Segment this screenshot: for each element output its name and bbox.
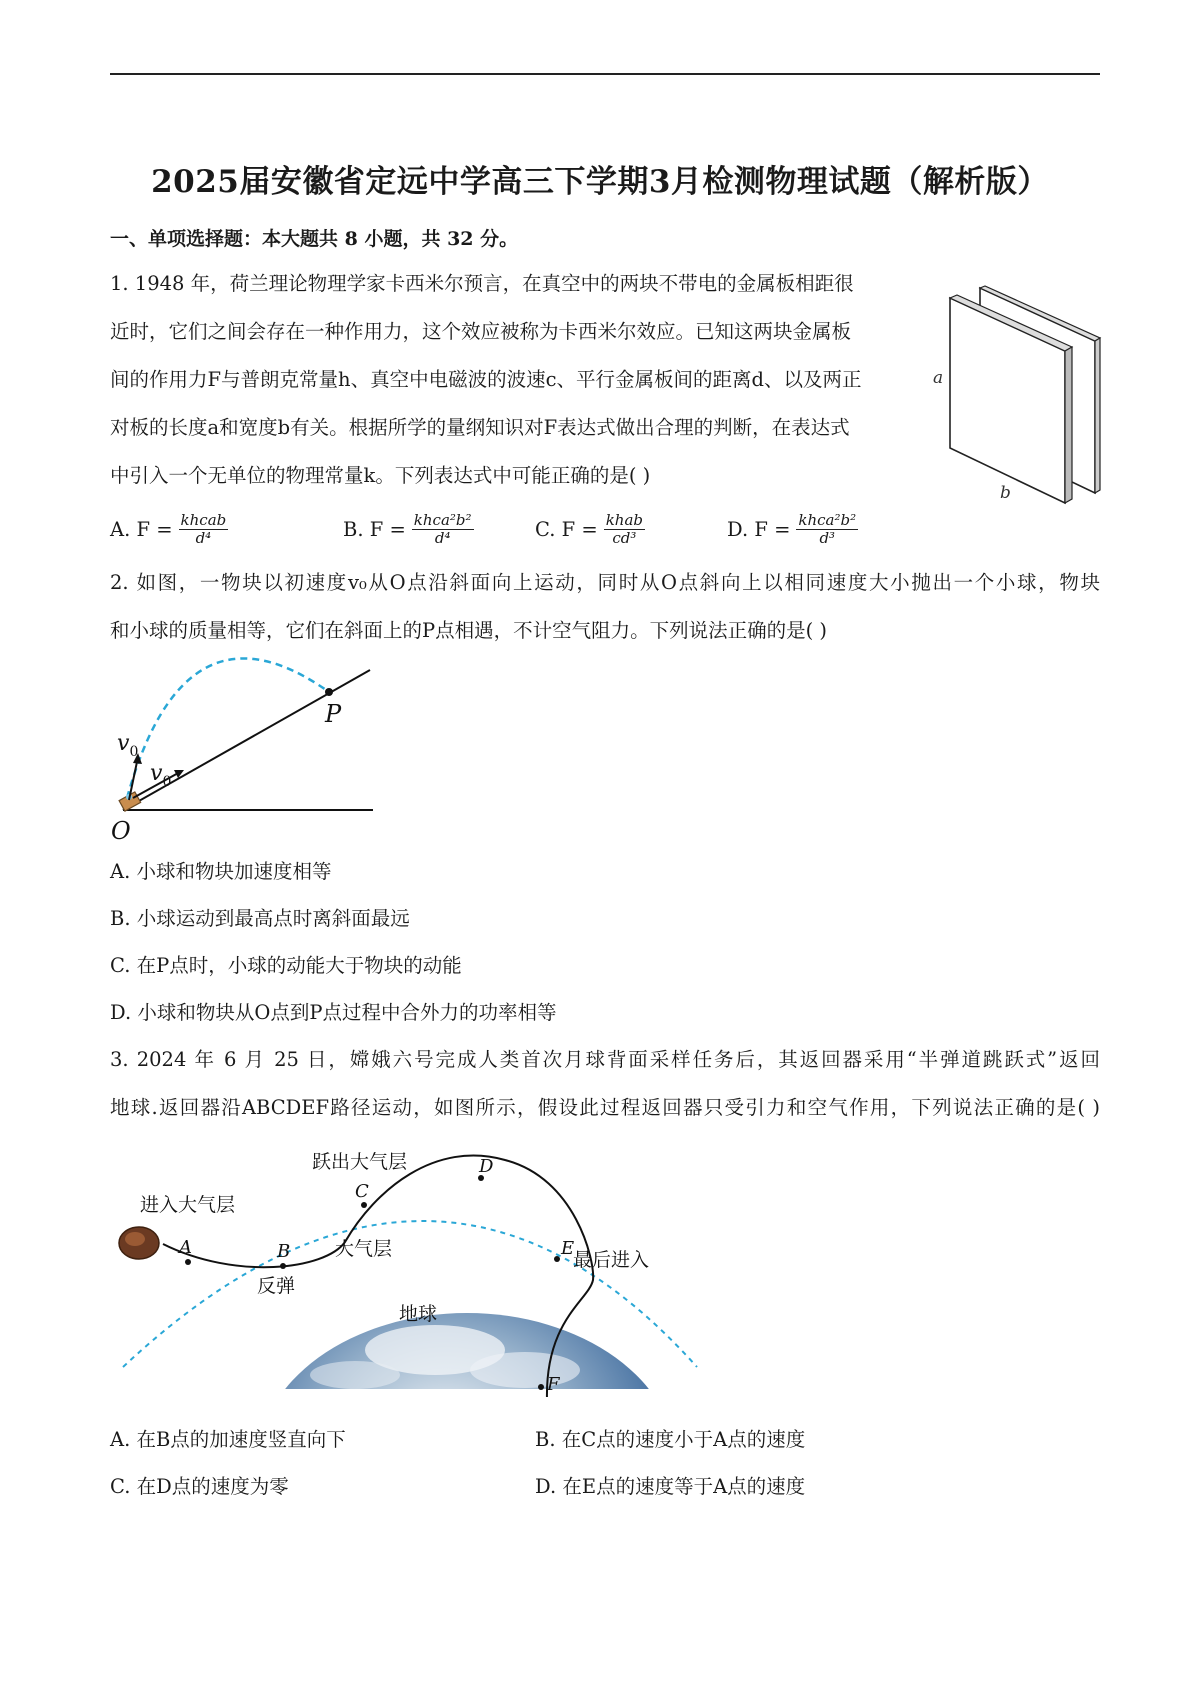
q1-option-a-label: A. F = xyxy=(110,518,173,541)
label-o: O xyxy=(111,817,131,845)
q1-option-d-fraction: $\frac{\text{khca²b²}}{\text{d³}}$ xyxy=(798,511,857,547)
q3-line-1: 3. 2024 年 6 月 25 日，嫦娥六号完成人类首次月球背面采样任务后，其返回器采用“半弹道跳跃式”返回 xyxy=(110,1048,1100,1071)
label-f: F xyxy=(547,1374,560,1395)
label-atmosphere: 大气层 xyxy=(335,1238,393,1260)
cloud-2 xyxy=(470,1352,580,1388)
cloud-3 xyxy=(310,1361,400,1389)
label-d: D xyxy=(479,1156,494,1177)
q2-line-2: 和小球的质量相等，它们在斜面上的P点相遇，不计空气阻力。下列说法正确的是( ) xyxy=(110,619,828,642)
q1-option-d[interactable] xyxy=(727,512,858,547)
back-plate-side-edge xyxy=(1095,338,1100,493)
q3-option-d[interactable]: D. 在E点的速度等于A点的速度 xyxy=(535,1475,806,1498)
q2-line-1: 2. 如图，一物块以初速度v₀从O点沿斜面向上运动，同时从O点斜向上以相同速度大小抛出一个小球，物块 xyxy=(110,571,1100,594)
label-e: E xyxy=(561,1238,575,1259)
q2-incline-figure xyxy=(105,650,385,850)
label-b: B xyxy=(277,1241,291,1262)
q3-line-2: 地球.返回器沿ABCDEF路径运动，如图所示，假设此过程返回器只受引力和空气作用，下列说法正确的是( ) xyxy=(110,1096,1100,1119)
q1-option-b-fraction: $\frac{\text{khca²b²}}{\text{d⁴}}$ xyxy=(413,511,472,547)
incline-line xyxy=(123,670,370,810)
header-rule xyxy=(110,73,1100,75)
point-a xyxy=(185,1259,191,1265)
point-p xyxy=(325,688,333,696)
label-v0-block: $v_0$ xyxy=(150,761,172,790)
q2-option-d[interactable]: D. 小球和物块从O点到P点过程中合外力的功率相等 xyxy=(110,1001,557,1024)
q1-option-a-fraction: $\frac{\text{khcab}}{\text{d⁴}}$ xyxy=(180,511,227,547)
q1-option-b[interactable] xyxy=(343,512,474,547)
point-b xyxy=(280,1263,286,1269)
label-p: P xyxy=(325,700,342,728)
q3-reentry-figure xyxy=(105,1135,720,1397)
q2-option-b[interactable]: B. 小球运动到最高点时离斜面最远 xyxy=(110,907,410,930)
q2-option-a[interactable]: A. 小球和物块加速度相等 xyxy=(110,860,332,883)
q1-metal-plates-figure xyxy=(925,283,1105,508)
point-c xyxy=(361,1202,367,1208)
q1-option-b-label: B. F = xyxy=(343,518,406,541)
point-e xyxy=(554,1256,560,1262)
q1-option-c-fraction: $\frac{\text{khab}}{\text{cd³}}$ xyxy=(605,511,643,547)
q1-line-5: 中引入一个无单位的物理常量k。下列表达式中可能正确的是( ) xyxy=(110,464,651,487)
q1-option-d-label: D. F = xyxy=(727,518,791,541)
label-exit-atmosphere: 跃出大气层 xyxy=(312,1151,408,1173)
q3-option-b[interactable]: B. 在C点的速度小于A点的速度 xyxy=(535,1428,806,1451)
q1-line-2: 近时，它们之间会存在一种作用力，这个效应被称为卡西米尔效应。已知这两块金属板 xyxy=(110,320,852,343)
q3-option-a[interactable]: A. 在B点的加速度竖直向下 xyxy=(110,1428,346,1451)
label-enter-atmosphere: 进入大气层 xyxy=(140,1194,236,1216)
capsule xyxy=(119,1227,159,1259)
point-f xyxy=(538,1384,544,1390)
section-heading: 一、单项选择题：本大题共 8 小题，共 32 分。 xyxy=(110,228,519,250)
q1-option-c-label: C. F = xyxy=(535,518,598,541)
label-a: a xyxy=(933,368,944,388)
front-plate-side-edge xyxy=(1065,347,1072,503)
label-earth: 地球 xyxy=(399,1303,438,1325)
label-final-entry: 最后进入 xyxy=(573,1249,650,1271)
page-title: 2025届安徽省定远中学高三下学期3月检测物理试题（解析版） xyxy=(151,164,1049,200)
label-bounce: 反弹 xyxy=(257,1275,296,1297)
q1-option-c[interactable] xyxy=(535,512,645,547)
q1-line-1: 1. 1948 年，荷兰理论物理学家卡西米尔预言，在真空中的两块不带电的金属板相距很 xyxy=(110,272,854,295)
q1-option-a[interactable] xyxy=(110,512,228,547)
label-c: C xyxy=(355,1181,369,1202)
q2-option-c[interactable]: C. 在P点时，小球的动能大于物块的动能 xyxy=(110,954,462,977)
q1-line-3: 间的作用力F与普朗克常量h、真空中电磁波的波速c、平行金属板间的距离d、以及两正 xyxy=(110,368,862,391)
q1-line-4: 对板的长度a和宽度b有关。根据所学的量纲知识对F表达式做出合理的判断，在表达式 xyxy=(110,416,850,439)
label-v0-ball: $v_0$ xyxy=(117,731,139,760)
label-a: A xyxy=(179,1237,192,1258)
q3-option-c[interactable]: C. 在D点的速度为零 xyxy=(110,1475,289,1498)
label-b: b xyxy=(1000,483,1011,503)
